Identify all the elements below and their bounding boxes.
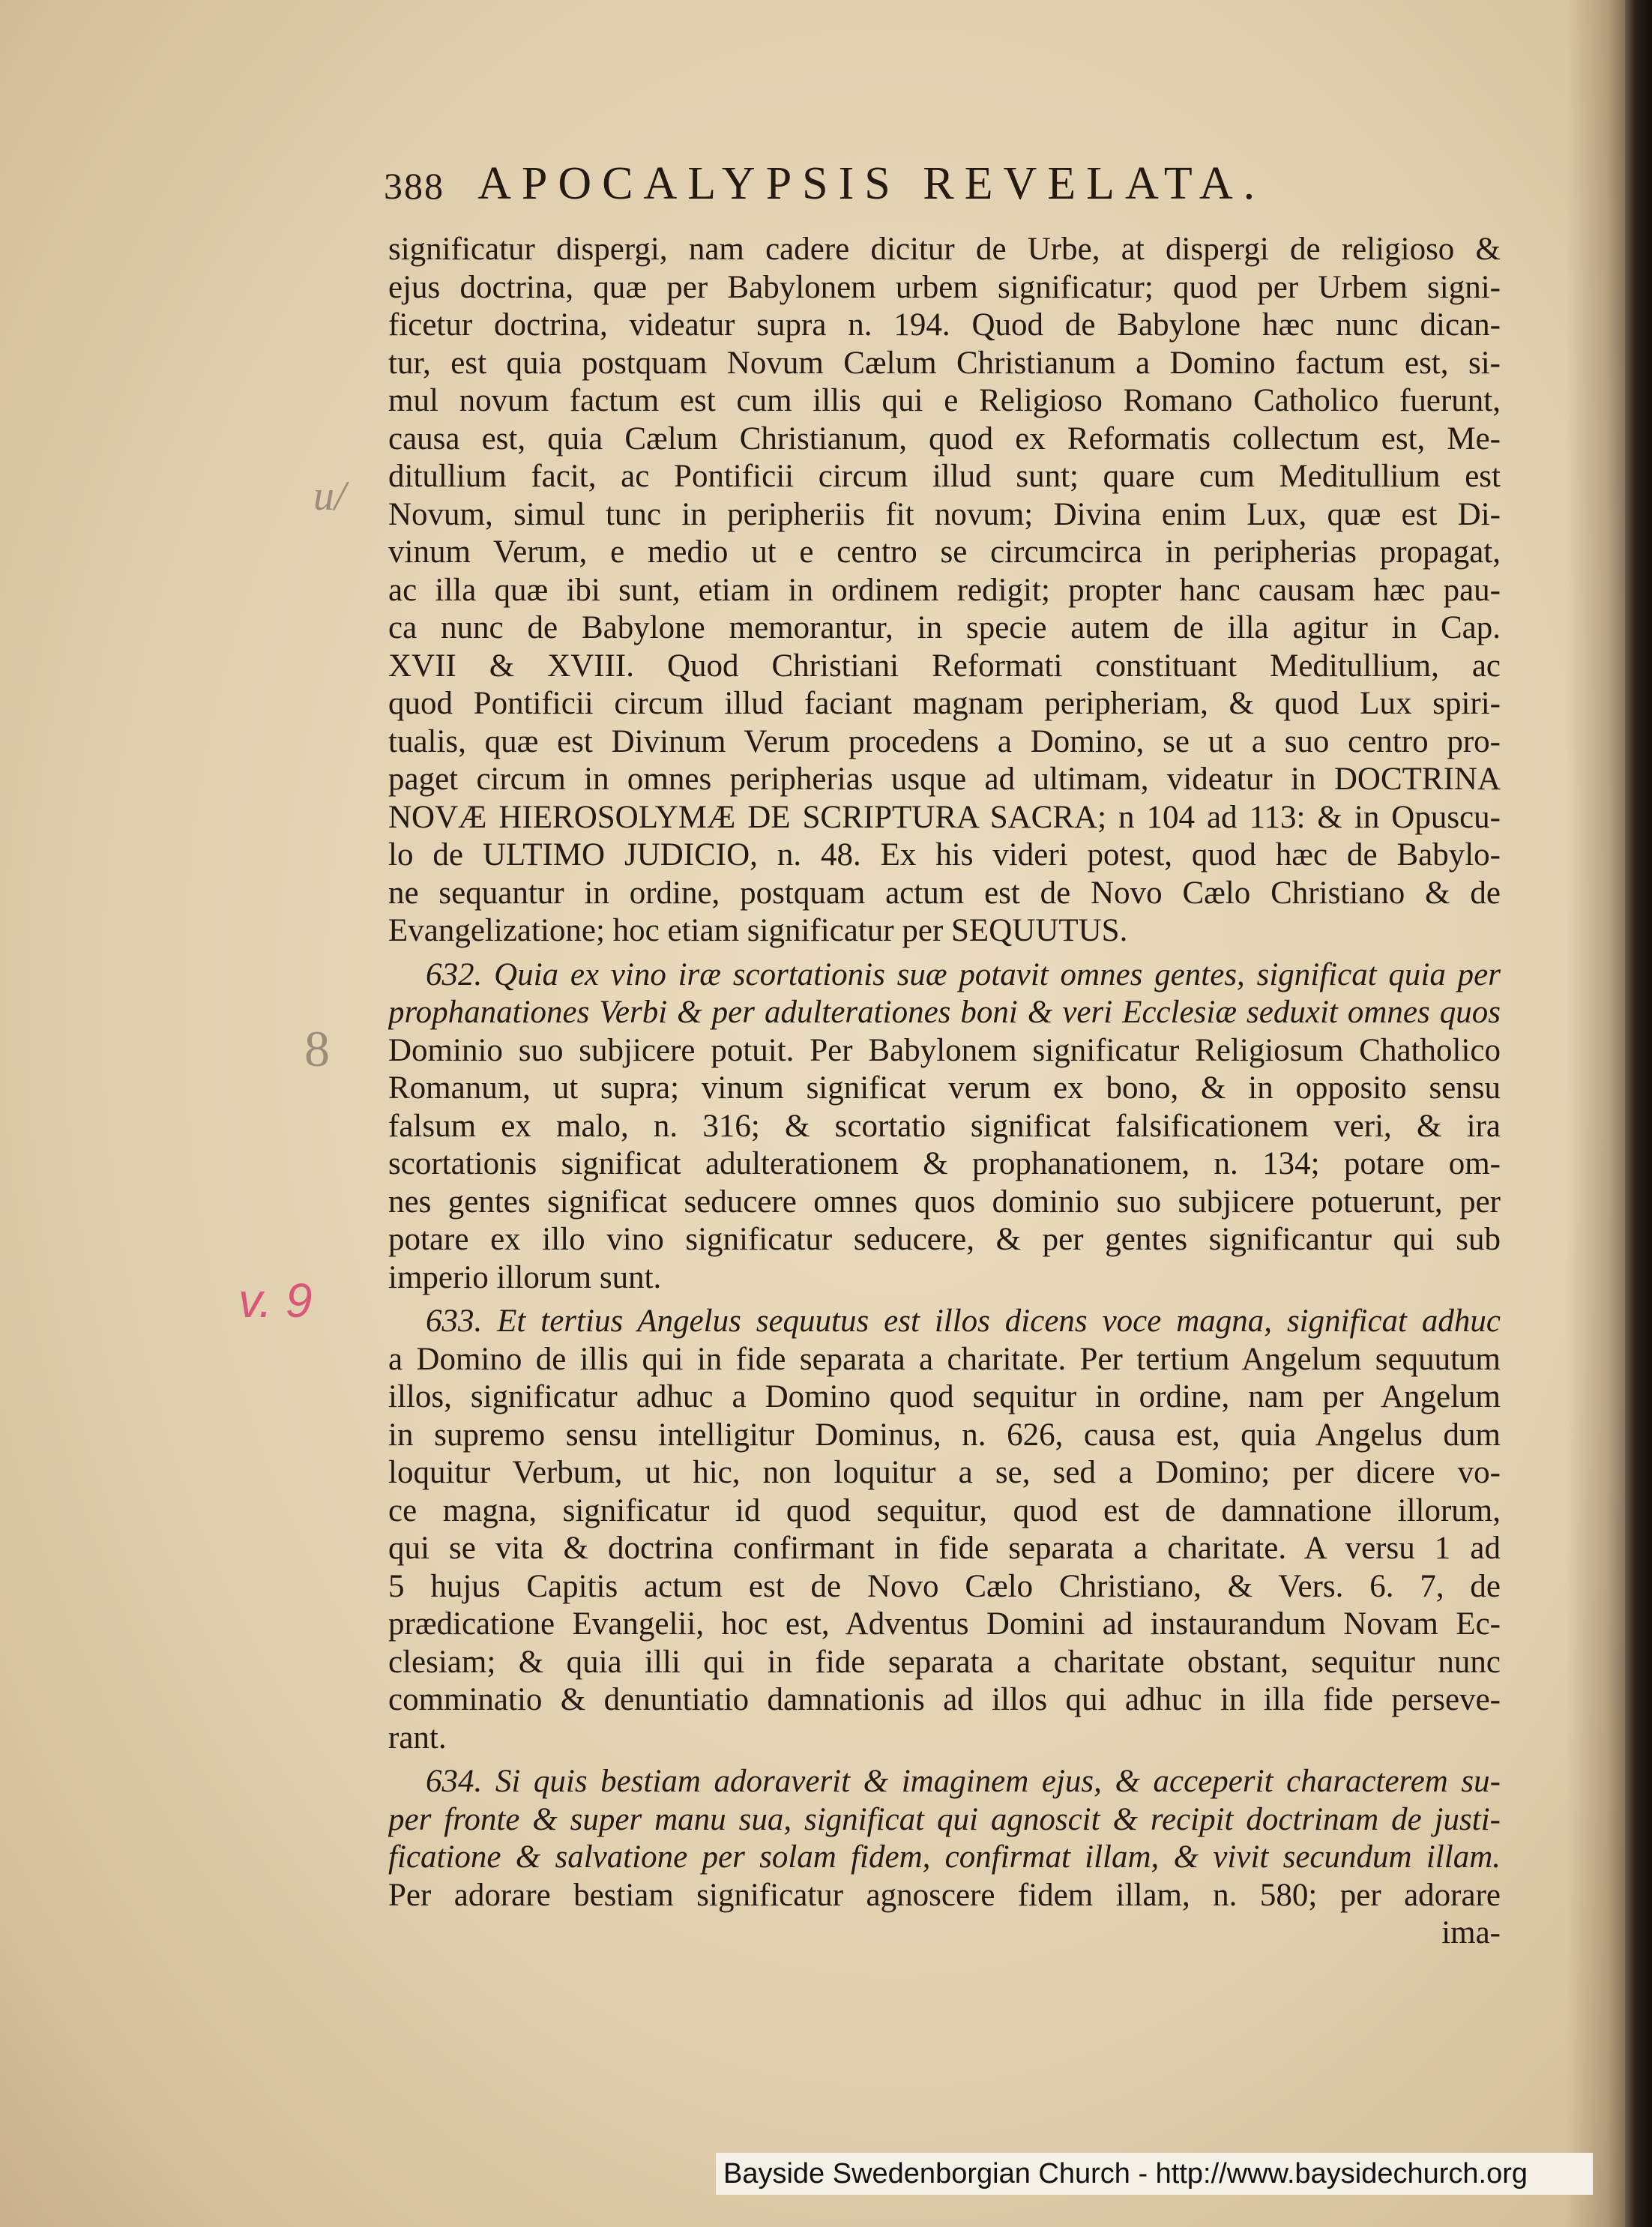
running-head xyxy=(384,157,1493,217)
text-line: 5 hujus Capitis actum est de Novo Cælo Christiano, & Vers. 6. 7, de xyxy=(388,1568,1501,1604)
text-line: paget circum in omnes peripherias usque ad ultimam, videatur in DOCTRINA xyxy=(388,762,1501,797)
text-line: ac illa quæ ibi sunt, etiam in ordinem redigit; propter hanc causam hæc pau- xyxy=(388,572,1501,608)
pencil-mark: u/ xyxy=(313,473,346,519)
text-line: rant. xyxy=(388,1720,447,1756)
text-line: scortationis significat adulterationem & prophanationem, n. 134; potare om- xyxy=(388,1146,1501,1181)
paragraph-634-heading: 634. Si quis bestiam adoraverit & imaginem ejus, & acceperit characterem su- xyxy=(426,1764,1501,1799)
text-line: clesiam; & quia illi qui in fide separata a charitate obstant, sequitur nunc xyxy=(388,1644,1501,1680)
text-line: prædicatione Evangelii, hoc est, Adventus Domini ad instaurandum Novam Ec- xyxy=(388,1606,1501,1642)
text-line: quod Pontificii circum illud faciant magnam peripheriam, & quod Lux spiri- xyxy=(388,686,1501,721)
text-line: ejus doctrina, quæ per Babylonem urbem significatur; quod per Urbem signi- xyxy=(388,269,1501,305)
text-line: falsum ex malo, n. 316; & scortatio significat falsificationem veri, & ira xyxy=(388,1108,1501,1144)
page-number: 388 xyxy=(384,165,444,207)
margin-note-v9: v. 9 xyxy=(238,1274,313,1328)
text-line: ce magna, significatur id quod sequitur, quod est de damnatione illorum, xyxy=(388,1492,1501,1528)
text-line: causa est, quia Cælum Christianum, quod ex Reformatis collectum est, Me- xyxy=(388,421,1501,456)
text-line: ditullium facit, ac Pontificii circum illud sunt; quare cum Meditullium est xyxy=(388,459,1501,494)
text-line: Per adorare bestiam significatur agnoscere fidem illam, n. 580; per adorare xyxy=(388,1877,1501,1913)
text-line: tur, est quia postquam Novum Cælum Christianum a Domino factum est, si- xyxy=(388,345,1501,381)
pencil-mark-8: 8 xyxy=(304,1020,330,1077)
text-line: ca nunc de Babylone memorantur, in specie autem de illa agitur in Cap. xyxy=(388,610,1501,645)
footer-credit: Bayside Swedenborgian Church - http://www.baysidechurch.org xyxy=(716,2153,1593,2195)
text-line: NOVÆ HIEROSOLYMÆ DE SCRIPTURA SACRA; n 104 ad 113: & in Opuscu- xyxy=(388,799,1501,835)
text-line: potare ex illo vino significatur seducere, & per gentes significantur qui sub xyxy=(388,1222,1501,1257)
book-edge xyxy=(1625,0,1652,2227)
text-line: Dominio suo subjicere potuit. Per Babylonem significatur Religiosum Chatholico xyxy=(388,1032,1501,1068)
text-line: tualis, quæ est Divinum Verum procedens a Domino, se ut a suo centro pro- xyxy=(388,723,1501,759)
text-line: nes gentes significat seducere omnes quos dominio suo subjicere potuerunt, per xyxy=(388,1184,1501,1220)
text-line: ficetur doctrina, videatur supra n. 194. Quod de Babylone hæc nunc dican- xyxy=(388,307,1501,343)
text-line: loquitur Verbum, ut hic, non loquitur a se, sed a Domino; per dicere vo- xyxy=(388,1455,1501,1490)
text-line: per fronte & super manu sua, significat qui agnoscit & recipit doctrinam de justi- xyxy=(388,1801,1501,1837)
text-line: ficatione & salvatione per solam fidem, confirmat illam, & vivit secundum illam. xyxy=(388,1839,1501,1875)
paragraph-633-heading: 633. Et tertius Angelus sequutus est illos dicens voce magna, significat adhuc xyxy=(426,1304,1501,1339)
text-line: significatur dispergi, nam cadere dicitur de Urbe, at dispergi de religioso & xyxy=(388,232,1501,267)
text-line: mul novum factum est cum illis qui e Religioso Romano Catholico fuerunt, xyxy=(388,383,1501,418)
body-text xyxy=(388,231,1501,1953)
text-line: prophanationes Verbi & per adulterationes boni & veri Ecclesiæ seduxit omnes quos xyxy=(388,995,1501,1030)
text-line: lo de ULTIMO JUDICIO, n. 48. Ex his videri potest, quod hæc de Babylo- xyxy=(388,837,1501,873)
text-line: in supremo sensu intelligitur Dominus, n. 626, causa est, quia Angelus dum xyxy=(388,1417,1501,1453)
text-line: Romanum, ut supra; vinum significat verum ex bono, & in opposito sensu xyxy=(388,1070,1501,1106)
text-line: qui se vita & doctrina confirmant in fide separata a charitate. A versu 1 ad xyxy=(388,1531,1501,1566)
text-line: imperio illorum sunt. xyxy=(388,1259,662,1295)
paragraph-632-heading: 632. Quia ex vino iræ scortationis suæ potavit omnes gentes, significat quia per xyxy=(426,956,1501,992)
text-line: Novum, simul tunc in peripheriis fit novum; Divina enim Lux, quæ est Di- xyxy=(388,496,1501,532)
text-line: comminatio & denuntiatio damnationis ad illos qui adhuc in illa fide perseve- xyxy=(388,1682,1501,1717)
text-line: a Domino de illis qui in fide separata a charitate. Per tertium Angelum sequutum xyxy=(388,1341,1501,1377)
running-title: APOCALYPSIS REVELATA. xyxy=(477,158,1266,209)
text-line: illos, significatur adhuc a Domino quod sequitur in ordine, nam per Angelum xyxy=(388,1379,1501,1414)
text-line: XVII & XVIII. Quod Christiani Reformati constituant Meditullium, ac xyxy=(388,648,1501,684)
catchword: ima- xyxy=(1441,1915,1501,1950)
text-line: ne sequantur in ordine, postquam actum est de Novo Cælo Christiano & de xyxy=(388,875,1501,911)
text-line: vinum Verum, e medio ut e centro se circumcirca in peripherias propagat, xyxy=(388,534,1501,570)
text-line: Evangelizatione; hoc etiam significatur per SEQUUTUS. xyxy=(388,913,1128,948)
spine-shadow xyxy=(1567,0,1625,2227)
